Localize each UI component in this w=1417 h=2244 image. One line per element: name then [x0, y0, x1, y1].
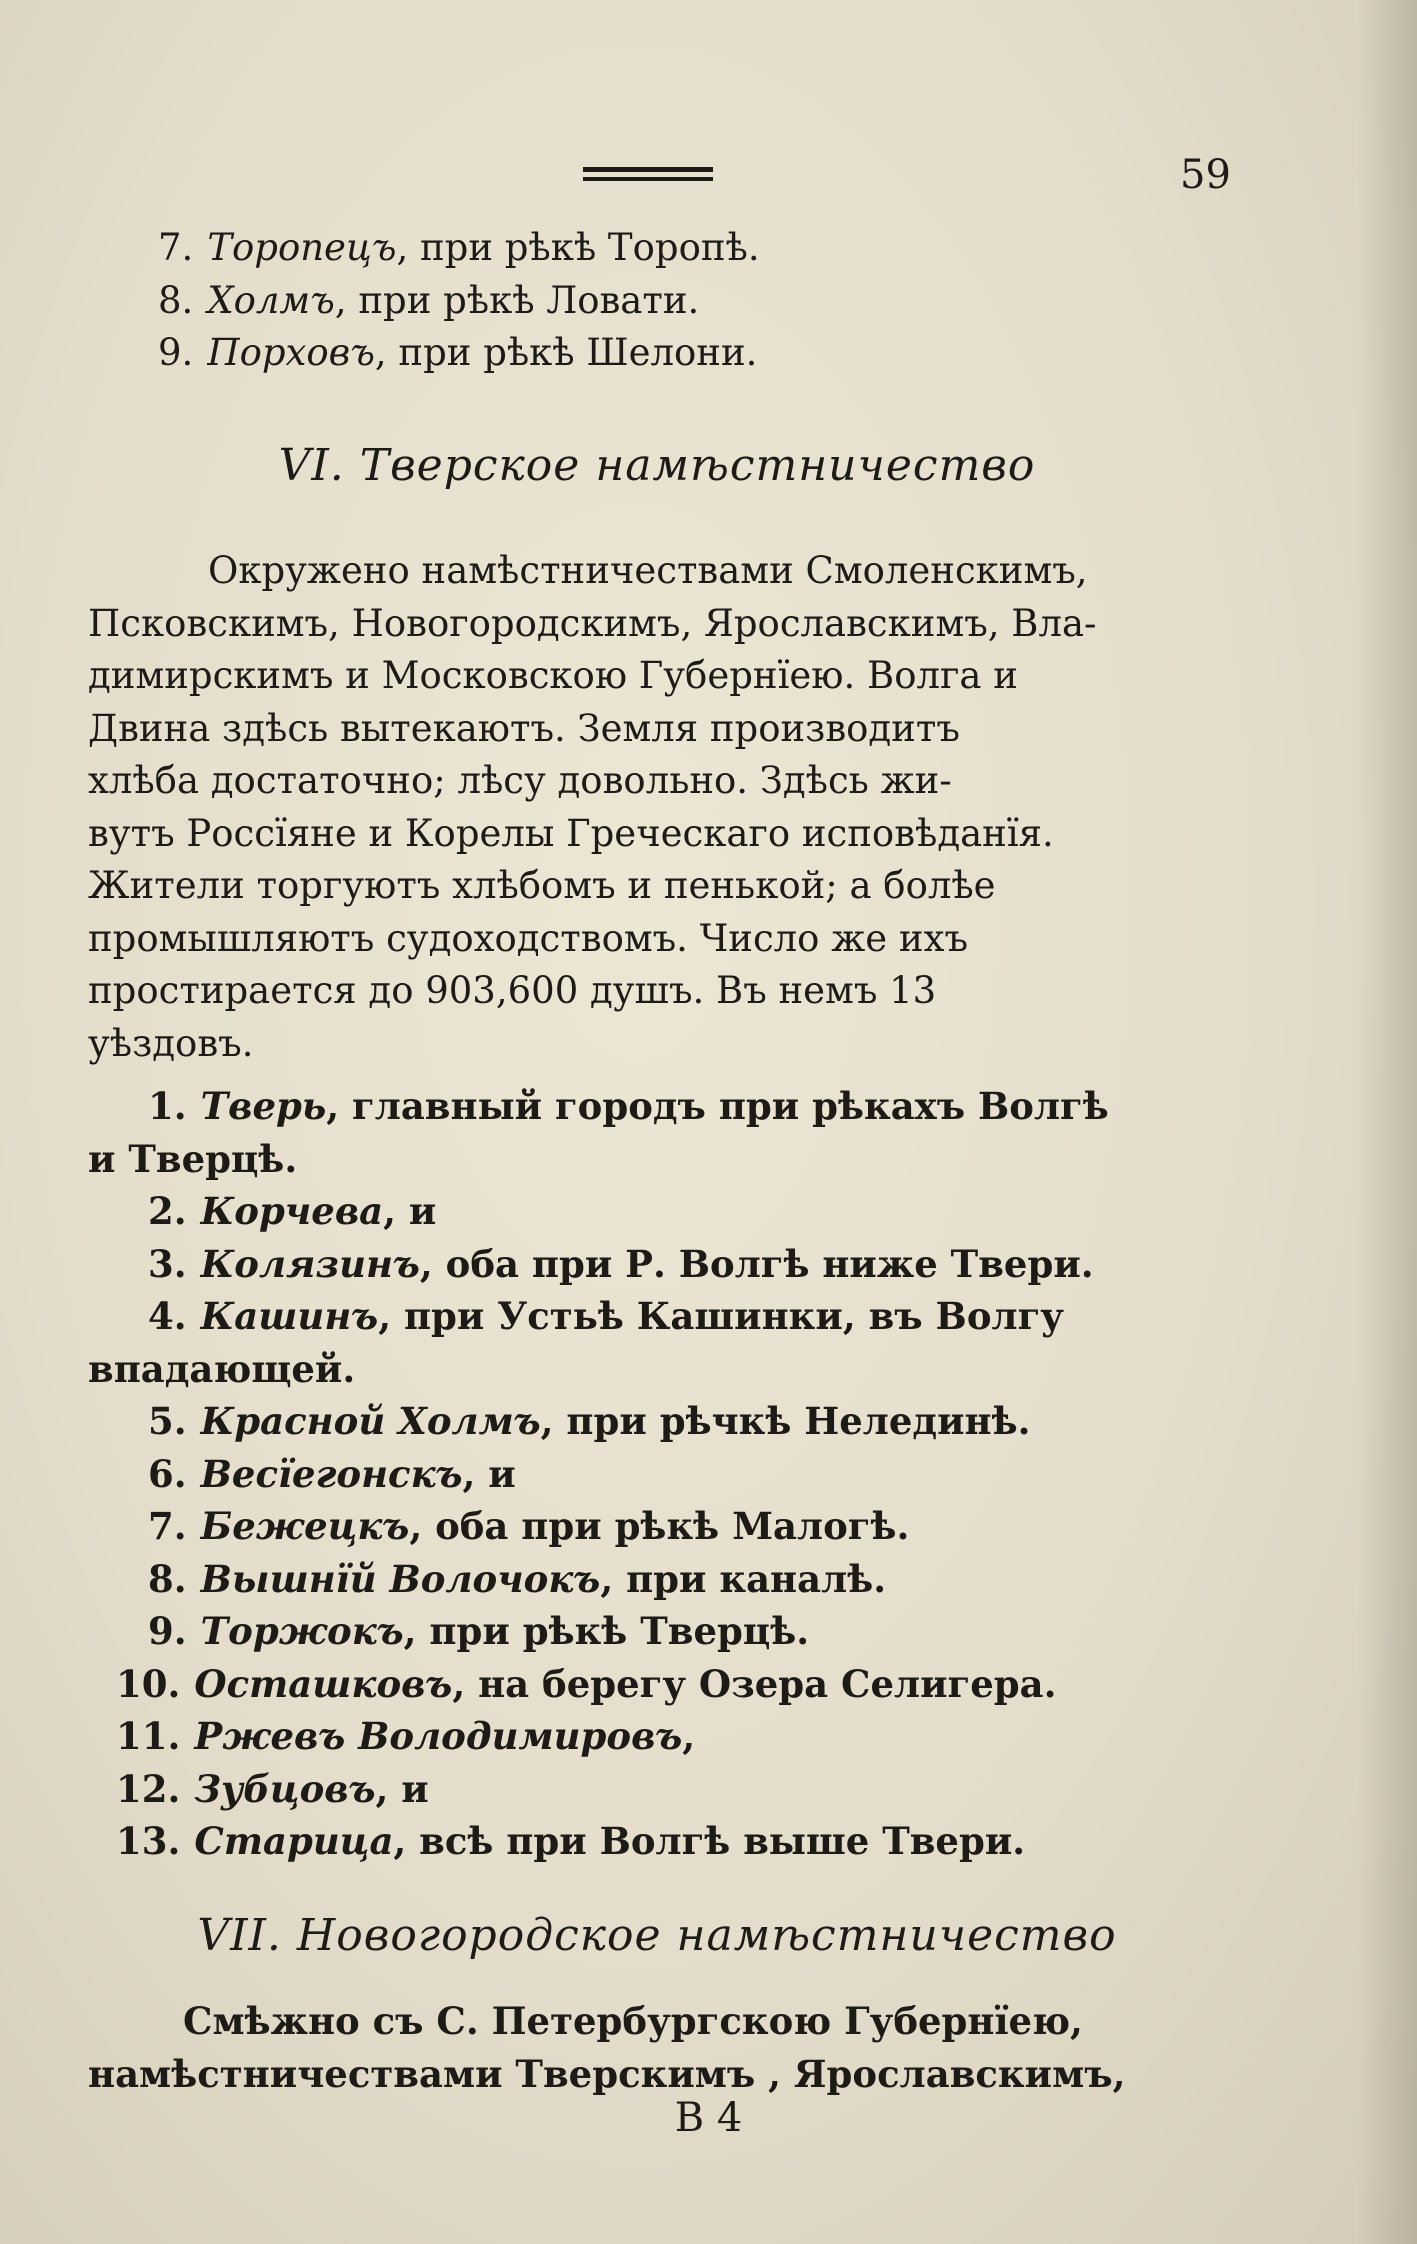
list-item: 9. Торжокъ , при рѣкѣ Тверцѣ.	[148, 1609, 810, 1653]
list-item: 7. Бежецкъ , оба при рѣкѣ Малогѣ.	[148, 1504, 910, 1548]
printer-signature: В 4	[674, 2095, 743, 2141]
list-item: 9. Порховъ , при рѣкѣ Шелони.	[158, 331, 758, 374]
paragraph-line: Окружено намѣстничествами Смоленскимъ,	[208, 549, 1088, 592]
list-item: 6. Весїегонскъ , и	[148, 1451, 516, 1496]
list-item: 4. Кашинъ , при Устьѣ Кашинки, въ Волгу	[148, 1294, 1064, 1338]
section-7-paragraph	[88, 1995, 1226, 2100]
page-edge-shadow	[1357, 0, 1417, 2244]
paragraph-line: Смѣжно съ С. Петербургскою Губернїею,	[183, 1999, 1083, 2043]
list-item: 13. Старица , всѣ при Волгѣ выше Твери.	[116, 1819, 1026, 1863]
paragraph-line: Двина здѣсь вытекаютъ. Земля производитъ	[88, 706, 960, 750]
page-number: 59	[1180, 152, 1231, 198]
section-7-heading-wrap	[88, 1910, 1226, 1963]
list-item: 1. Тверь , главный городъ при рѣкахъ Волгѣ	[148, 1084, 1109, 1128]
list-item: 2. Корчева , и	[148, 1189, 437, 1233]
top-list	[88, 222, 1226, 380]
paragraph-line: уѣздовъ.	[88, 1021, 254, 1065]
paragraph-line: димирскимъ и Московскою Губернїею. Волга и	[88, 654, 1018, 697]
section-6-paragraph	[88, 545, 1226, 1070]
paragraph-line: вутъ Россїяне и Корелы Греческаго исповѣданїя.	[88, 811, 1054, 855]
section-heading: VI. Тверское намѣстничество	[278, 440, 1036, 491]
list-item: 7. Торопецъ , при рѣкѣ Торопѣ.	[158, 226, 760, 269]
list-item-continuation: впадающей.	[88, 1346, 356, 1391]
list-item: 8. Вышнїй Волочокъ , при каналѣ.	[148, 1556, 887, 1601]
paragraph-line: промышляютъ судоходствомъ. Число же ихъ	[88, 916, 968, 960]
section-heading: VII. Новогородское намѣстничество	[197, 1910, 1117, 1961]
paragraph-line: намѣстничествами Тверскимъ , Ярославскимъ,	[88, 2051, 1126, 2096]
list-item-continuation: и Тверцѣ.	[88, 1136, 298, 1181]
paragraph-line: простирается до 903,600 душъ. Въ немъ 13	[88, 969, 937, 1012]
section-6-list	[88, 1080, 1226, 1868]
paragraph-line: хлѣба достаточно; лѣсу довольно. Здѣсь жи-	[88, 759, 952, 802]
list-item: 10. Осташковъ , на берегу Озера Селигера.	[116, 1661, 1057, 1706]
section-6-heading-wrap	[88, 440, 1226, 493]
list-item: 11. Ржевъ Володимировъ ,	[116, 1714, 696, 1758]
list-item: 12. Зубцовъ , и	[116, 1766, 429, 1811]
paragraph-line: Псковскимъ, Новогородскимъ, Ярославскимъ, Вла-	[88, 601, 1097, 645]
paragraph-line: Жители торгуютъ хлѣбомъ и пенькой; а болѣе	[88, 864, 996, 907]
list-item: 5. Красной Холмъ , при рѣчкѣ Нелединѣ.	[148, 1399, 1031, 1443]
list-item: 8. Холмъ , при рѣкѣ Ловати.	[158, 278, 700, 322]
header-double-rule	[583, 167, 713, 183]
list-item: 3. Колязинъ , оба при Р. Волгѣ ниже Твери.	[148, 1241, 1094, 1286]
